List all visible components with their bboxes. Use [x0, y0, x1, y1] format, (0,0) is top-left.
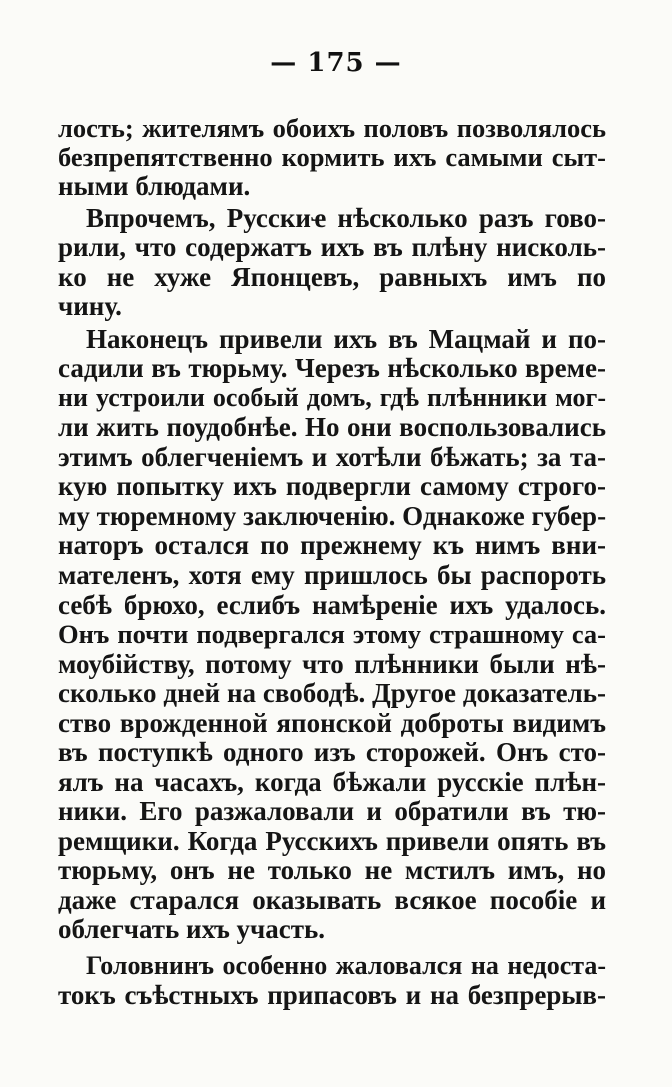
text-line: садили въ тюрьму. Черезъ нѣсколько време- [58, 353, 606, 383]
text-line: ство врожденной японской доброты видимъ [58, 708, 606, 738]
text-line: ялъ на часахъ, когда бѣжали русскіе плѣн- [58, 767, 606, 797]
text-line: мателенъ, хотя ему пришлось бы распороть [58, 560, 606, 590]
text-line: Онъ почти подвергался этому страшному са- [58, 619, 606, 649]
text-line: лость; жителямъ обоихъ половъ позволялось [58, 113, 606, 143]
text-line: ники. Его разжаловали и обратили въ тю- [58, 796, 606, 826]
text-line: ными блюдами. [58, 171, 251, 201]
text-line: наторъ остался по прежнему къ нимъ вни- [58, 530, 606, 560]
text-line: ни устроили особый домъ, гдѣ плѣнники мог- [58, 383, 606, 412]
text-line: кую попытку ихъ подвергли самому строго- [58, 471, 606, 501]
page-number: — 175 — [270, 48, 402, 78]
text-line: Наконецъ привели ихъ въ Мацмай и по- [86, 324, 606, 354]
text-line: безпрепятственно кормить ихъ самыми сыт- [58, 142, 606, 172]
text-line: Впрочемъ, Русскиҽ нѣсколько разъ гово- [86, 203, 606, 233]
text-line: даже старался оказывать всякое пособіе и [58, 885, 606, 915]
text-line: сколько дней на свободѣ. Другое доказатель- [58, 678, 606, 708]
text-line: токъ съѣстныхъ припасовъ и на безпрерыв- [58, 980, 606, 1010]
text-line: въ поступкѣ одного изъ сторожей. Онъ сто- [58, 737, 606, 767]
text-line: чину. [58, 291, 122, 321]
text-line: этимъ облегченіемъ и хотѣли бѣжать; за та- [58, 442, 606, 472]
text-line: ко не хуже Японцевъ, равныхъ имъ по [58, 262, 606, 292]
text-line: моубійству, потому что плѣнники были нѣ- [58, 649, 606, 679]
text-line: рили, что содержатъ ихъ въ плѣну нисколь- [58, 232, 606, 262]
text-line: тюрьму, онъ не только не мстилъ имъ, но [58, 855, 606, 885]
text-line: себѣ брюхо, еслибъ намѣреніе ихъ удалось. [58, 590, 606, 620]
text-line: облегчать ихъ участь. [58, 914, 326, 944]
text-line: Головнинъ особенно жаловался на недоста- [86, 951, 606, 980]
text-line: му тюремному заключенію. Однакоже губер- [58, 501, 607, 531]
text-line: ли жить поудобнѣе. Но они воспользовались [58, 412, 606, 442]
text-line: ремщики. Когда Русскихъ привели опять въ [58, 826, 606, 856]
